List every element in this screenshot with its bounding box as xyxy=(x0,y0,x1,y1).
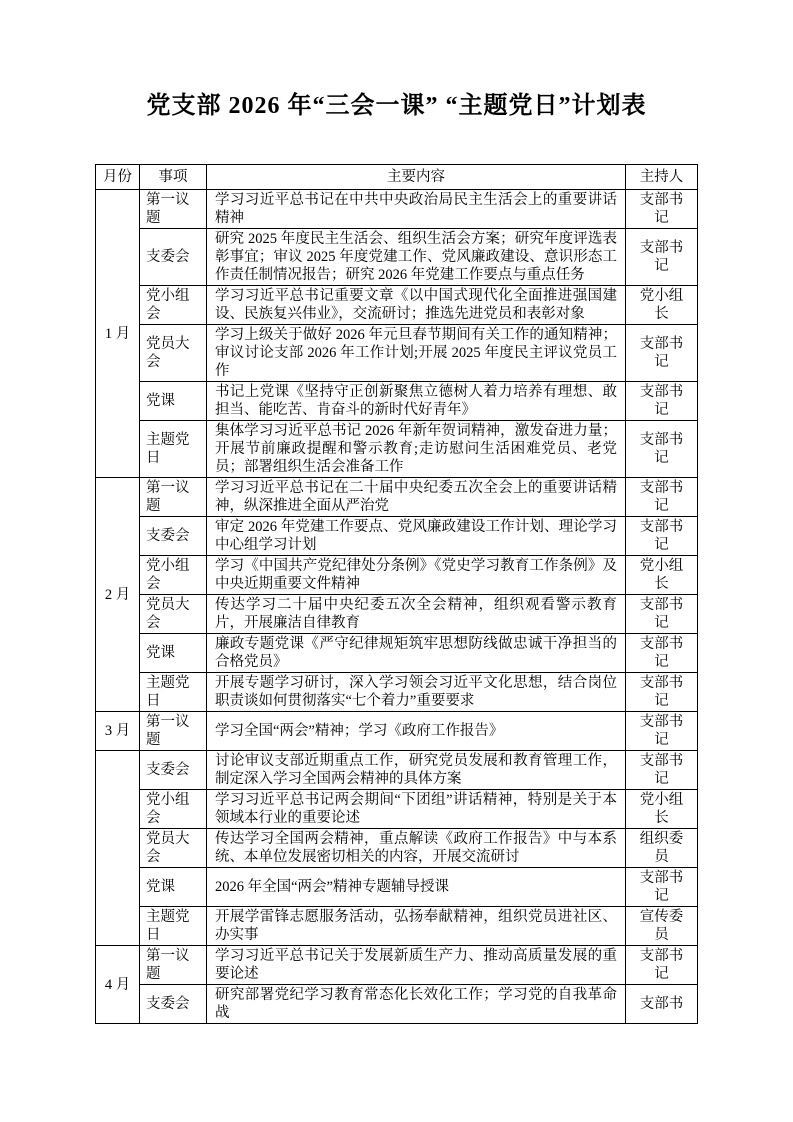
host-cell: 党小组长 xyxy=(626,556,698,595)
plan-row xyxy=(96,634,698,673)
month-cell: 2 月 xyxy=(96,478,140,712)
host-cell: 党小组长 xyxy=(626,790,698,829)
host-cell: 支部书记 xyxy=(626,190,698,229)
plan-row xyxy=(96,868,698,907)
content-cell: 学习全国“两会”精神；学习《政府工作报告》 xyxy=(207,712,626,751)
plan-row xyxy=(96,517,698,556)
col-header-content: 主要内容 xyxy=(207,165,626,190)
plan-row xyxy=(96,325,698,382)
item-cell: 主题党日 xyxy=(140,421,207,478)
item-cell: 支委会 xyxy=(140,985,207,1024)
item-cell: 主题党日 xyxy=(140,907,207,946)
content-cell: 学习习近平总书记关于发展新质生产力、推动高质量发展的重要论述 xyxy=(207,946,626,985)
item-cell: 第一议题 xyxy=(140,712,207,751)
month-cell: 3 月 xyxy=(96,712,140,751)
host-cell: 支部书记 xyxy=(626,595,698,634)
content-cell: 开展学雷锋志愿服务活动，弘扬奉献精神，组织党员进社区、办实事 xyxy=(207,907,626,946)
col-header-item: 事项 xyxy=(140,165,207,190)
content-cell: 学习习近平总书记两会期间“下团组”讲话精神，特别是关于本领域本行业的重要论述 xyxy=(207,790,626,829)
plan-row xyxy=(96,946,698,985)
col-header-host: 主持人 xyxy=(626,165,698,190)
host-cell: 支部书记 xyxy=(626,673,698,712)
host-cell: 支部书记 xyxy=(626,229,698,286)
host-cell: 支部书记 xyxy=(626,517,698,556)
plan-row xyxy=(96,907,698,946)
item-cell: 党课 xyxy=(140,634,207,673)
item-cell: 第一议题 xyxy=(140,190,207,229)
plan-row xyxy=(96,595,698,634)
content-cell: 学习习近平总书记在二十届中央纪委五次全会上的重要讲话精神，纵深推进全面从严治党 xyxy=(207,478,626,517)
item-cell: 党课 xyxy=(140,868,207,907)
header-row xyxy=(96,165,698,190)
content-cell: 传达学习全国两会精神，重点解读《政府工作报告》中与本系统、本单位发展密切相关的内容，开展交流研讨 xyxy=(207,829,626,868)
content-cell: 开展专题学习研讨，深入学习领会习近平文化思想，结合岗位职责谈如何贯彻落实“七个着力”重要要求 xyxy=(207,673,626,712)
host-cell: 支部书记 xyxy=(626,382,698,421)
content-cell: 讨论审议支部近期重点工作，研究党员发展和教育管理工作，制定深入学习全国两会精神的具体方案 xyxy=(207,751,626,790)
host-cell: 党小组长 xyxy=(626,286,698,325)
item-cell: 党小组会 xyxy=(140,286,207,325)
content-cell: 书记上党课《坚持守正创新聚焦立德树人着力培养有理想、敢担当、能吃苦、肯奋斗的新时代好青年》 xyxy=(207,382,626,421)
content-cell: 学习习近平总书记重要文章《以中国式现代化全面推进强国建设、民族复兴伟业》，交流研讨；推选先进党员和表彰对象 xyxy=(207,286,626,325)
content-cell: 2026 年全国“两会”精神专题辅导授课 xyxy=(207,868,626,907)
plan-row xyxy=(96,712,698,751)
item-cell: 支委会 xyxy=(140,517,207,556)
item-cell: 党员大会 xyxy=(140,595,207,634)
item-cell: 支委会 xyxy=(140,229,207,286)
content-cell: 审定 2026 年党建工作要点、党风廉政建设工作计划、理论学习中心组学习计划 xyxy=(207,517,626,556)
plan-row xyxy=(96,751,698,790)
content-cell: 传达学习二十届中央纪委五次全会精神，组织观看警示教育片，开展廉洁自律教育 xyxy=(207,595,626,634)
host-cell: 宣传委员 xyxy=(626,907,698,946)
item-cell: 党小组会 xyxy=(140,790,207,829)
host-cell: 支部书记 xyxy=(626,325,698,382)
content-cell: 研究部署党纪学习教育常态化长效化工作；学习党的自我革命战 xyxy=(207,985,626,1024)
plan-row xyxy=(96,382,698,421)
plan-row xyxy=(96,829,698,868)
plan-row xyxy=(96,286,698,325)
month-cell-empty xyxy=(96,751,140,946)
item-cell: 第一议题 xyxy=(140,478,207,517)
content-cell: 集体学习习近平总书记 2026 年新年贺词精神，激发奋进力量；开展节前廉政提醒和警示教育;走访慰问生活困难党员、老党员；部署组织生活会准备工作 xyxy=(207,421,626,478)
plan-row xyxy=(96,556,698,595)
content-cell: 学习《中国共产党纪律处分条例》《党史学习教育工作条例》及中央近期重要文件精神 xyxy=(207,556,626,595)
host-cell: 支部书 xyxy=(626,985,698,1024)
plan-row xyxy=(96,229,698,286)
content-cell: 廉政专题党课《严守纪律规矩筑牢思想防线做忠诚干净担当的合格党员》 xyxy=(207,634,626,673)
host-cell: 支部书记 xyxy=(626,634,698,673)
host-cell: 支部书记 xyxy=(626,751,698,790)
host-cell: 支部书记 xyxy=(626,712,698,751)
plan-row xyxy=(96,478,698,517)
page-title: 党支部 2026 年“三会一课” “主题党日”计划表 xyxy=(146,93,647,119)
content-cell: 学习习近平总书记在中共中央政治局民主生活会上的重要讲话精神 xyxy=(207,190,626,229)
item-cell: 第一议题 xyxy=(140,946,207,985)
plan-row xyxy=(96,673,698,712)
item-cell: 党小组会 xyxy=(140,556,207,595)
item-cell: 党课 xyxy=(140,382,207,421)
plan-table xyxy=(95,164,698,1024)
host-cell: 支部书记 xyxy=(626,478,698,517)
plan-row xyxy=(96,421,698,478)
col-header-month: 月份 xyxy=(96,165,140,190)
host-cell: 组织委员 xyxy=(626,829,698,868)
item-cell: 主题党日 xyxy=(140,673,207,712)
item-cell: 支委会 xyxy=(140,751,207,790)
plan-row xyxy=(96,985,698,1024)
month-cell: 1 月 xyxy=(96,190,140,478)
plan-row xyxy=(96,190,698,229)
host-cell: 支部书记 xyxy=(626,946,698,985)
item-cell: 党员大会 xyxy=(140,325,207,382)
month-cell: 4 月 xyxy=(96,946,140,1024)
host-cell: 支部书记 xyxy=(626,421,698,478)
content-cell: 研究 2025 年度民主生活会、组织生活会方案；研究年度评选表彰事宜；审议 2025 年度党建工作、党风廉政建设、意识形态工作责任制情况报告；研究 2026 年党建工作要点与重点任务 xyxy=(207,229,626,286)
content-cell: 学习上级关于做好 2026 年元旦春节期间有关工作的通知精神；审议讨论支部 2026 年工作计划;开展 2025 年度民主评议党员工作 xyxy=(207,325,626,382)
item-cell: 党员大会 xyxy=(140,829,207,868)
plan-row xyxy=(96,790,698,829)
host-cell: 支部书记 xyxy=(626,868,698,907)
